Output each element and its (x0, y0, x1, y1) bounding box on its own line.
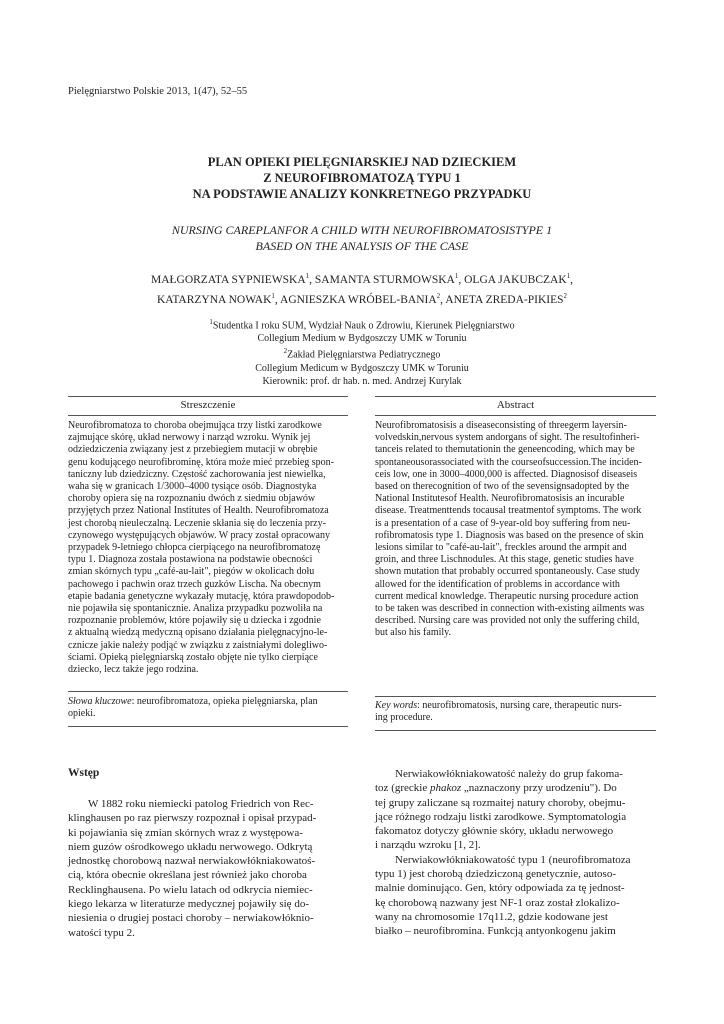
affiliation-line (60, 316, 664, 332)
title-english (60, 222, 664, 254)
divider (68, 396, 348, 397)
keywords-polish (68, 696, 348, 720)
affiliation-text: Zakład Pielęgniarstwa Pediatrycznego (287, 349, 441, 361)
author-affiliation-mark: 1 (454, 272, 459, 280)
keywords-text: : neurofibromatosis, nursing care, therapeutic nurs- (417, 700, 622, 711)
text-line: described. Nursing care was provided not only the suffering child, (375, 615, 640, 627)
affiliation-line: Collegium Medicum w Bydgoszczy UMK w Toruniu (255, 362, 469, 374)
divider (375, 415, 656, 416)
text-line: W 1882 roku niemiecki patolog Friedrich von Rec- (88, 798, 314, 810)
text-span: toz (greckie (375, 782, 430, 795)
affiliations (60, 316, 664, 388)
author-line: MAŁGORZATA SYPNIEWSKA$^1$, SAMANTA STURMOWSKA$^1$, OLGA JAKUBCZAK$^1$, (150, 272, 574, 286)
author-affiliation-mark: 2 (436, 291, 441, 300)
title-english-line: NURSING CAREPLANFOR A CHILD WITH NEUROFIBROMATOSISTYPE 1 (171, 223, 553, 237)
text-line: spontaneousorassociated with the courseofsuccession.The inciden- (375, 456, 642, 468)
text-line: białko – neurofibromina. Funkcją antyonkogenu jakim (375, 925, 616, 938)
keywords-text: : neurofibromatoza, opieka pielęgniarska, plan (131, 696, 318, 707)
keywords-line: opieki. (68, 708, 96, 720)
text-line: Nerwiakowłókniakowatość typu 1 (neurofibromatoza (395, 853, 631, 866)
keywords-line (375, 700, 656, 712)
author-line: KATARZYNA NOWAK$^1$, AGNIESZKA WRÓBEL-BANIA$^2$, ANETA ZREDA-PIKIES$^2$ (156, 291, 568, 306)
text-line: nie pojawiła się spontanicznie. Analiza przypadku pozwoliła na (68, 603, 323, 615)
text-line: National Institutesof Health. Neurofibromatosisis an incurable (375, 493, 625, 505)
text-line: based on therecognition of two of the sevensignsadopted by the (375, 481, 630, 493)
author-name: ANETA ZREDA-PIKIES (445, 293, 564, 306)
text-line: tej grupy zaliczane są rozmaitej natury choroby, obejmu- (375, 796, 626, 809)
section-heading-intro: Wstęp (68, 767, 100, 779)
text-line: disease. Treatmenttends tocausal treatmentof symptoms. The work (375, 505, 642, 517)
text-line: jednostkę chorobową nazwał nerwiakowłókniakowatoś- (68, 855, 316, 868)
text-line: Neurofibromatoza to choroba obejmująca trzy listki zarodkowe (68, 420, 322, 431)
text-line: typu 1) jest chorobą dziedziczoną genetycznie, autoso- (375, 868, 616, 881)
affiliation-text: Studentka I roku SUM, Wydział Nauk o Zdrowiu, Kierunek Pielęgniarstwo (212, 320, 515, 332)
text-line: cznicze jakie należy podjąć w związku z zaistniałymi dolegliwo- (68, 639, 328, 651)
text-line: genu kodującego neurofibrominę, która może mieć przebieg spon- (68, 456, 335, 468)
divider (68, 691, 348, 692)
text-line: allowed for the identification of problems in accordance with (375, 578, 620, 590)
text-line: przyjętych przez National Institutes of Health. Neurofibromatoza (68, 505, 329, 517)
author-affiliation-mark: 1 (271, 291, 275, 300)
text-line: dziecko, lecz także jego rodzina. (68, 664, 199, 676)
divider (375, 730, 656, 731)
text-line: jące różnego rodzaju listki zarodkowe. Symptomatologia (375, 810, 627, 823)
text-line: lesions similar to "café-au-lait", freckles around the armpit and (375, 542, 627, 554)
text-line: przypadek 9-letniego chłopca cierpiącego na neurofibromatozę (68, 542, 321, 554)
affiliation-line: Collegium Medium w Bydgoszczy UMK w Toruniu (257, 333, 467, 345)
author-affiliation-mark: 1 (305, 272, 310, 280)
text-line: rofibromatosis type 1. Diagnosis was based on the presence of skin (375, 529, 644, 541)
keywords-label: Key words (375, 700, 418, 711)
author-name: AGNIESZKA WRÓBEL-BANIA (280, 293, 437, 306)
keywords-line (68, 696, 348, 708)
text-line: niem guzów ośrodkowego układu nerwowego. Odkrytą (68, 840, 313, 853)
text-line: wany na chromosomie 17q11.2, gdzie kodowane jest (375, 910, 608, 923)
text-line: zmian skórnych typu „café-au-lait", piegów w okolicach dołu (68, 566, 315, 578)
journal-reference: Pielęgniarstwo Polskie 2013, 1(47), 52–55 (68, 86, 248, 97)
text-line: choroby opiera się na rozpoznaniu dwóch z siedmiu objawów (68, 493, 316, 505)
title-polish (60, 154, 664, 202)
text-line: ki pojawiania się zmian skórnych wraz z występowa- (68, 826, 303, 839)
text-line: cią, która obecnie określana jest również jako choroba (68, 869, 307, 882)
affiliation-line: Kierownik: prof. dr hab. n. med. Andrzej Kurylak (262, 375, 462, 387)
text-line: kiego lekarza w literaturze medycznej pojawiły się do- (68, 898, 309, 911)
text-line: etapie badania genetyczne wykazały mutację, która prawdopodob- (68, 590, 335, 602)
text-line: to be taken was described in connection with-existing ailments was (375, 603, 645, 615)
text-line: volvedskin,nervous system andorgans of sight. The resultofinheri- (375, 432, 640, 444)
text-line: odziedziczenia związany jest z przebiegiem mutacji w obrębie (68, 444, 318, 456)
keywords-label: Słowa kluczowe (68, 696, 132, 707)
text-line: current medical knowledge. Therapeutic nursing procedure action (375, 590, 639, 602)
title-english-line: BASED ON THE ANALYSIS OF THE CASE (255, 239, 469, 253)
text-line: typu 1. Diagnoza została postawiona na podstawie obecności (68, 554, 313, 566)
text-line: Neurofibromatosisis a diseaseconsisting of threegerm layersin- (375, 420, 627, 431)
text-line: ceis low, one in 3000–4000,000 is affected. Diagnosisof diseaseis (375, 468, 638, 480)
streszczenie-heading: Streszczenie (180, 399, 236, 411)
text-line: groin, and three Lischnodules. At this stage, genetic studies have (375, 554, 634, 566)
divider (68, 415, 348, 416)
text-line: Nerwiakowłókniakowatość należy do grup fakoma- (395, 768, 623, 780)
text-line: malnie dominująco. Gen, który odpowiada za tę jednost- (375, 882, 625, 895)
text-span: „naznaczony przy urodzeniu"). Do (461, 782, 617, 795)
text-line: klinghausen po raz pierwszy rozpoznał i opisał przypad- (68, 812, 317, 825)
text-line (375, 781, 656, 795)
text-line: kę chorobową nazwany jest NF-1 oraz został zlokalizo- (375, 896, 620, 909)
author-name: SAMANTA STURMOWSKA (314, 273, 455, 286)
text-line: ściami. Opieką pielęgniarską zostało objęte nie tylko cierpiące (68, 651, 318, 663)
text-line: but also his family. (375, 627, 452, 639)
author-name: OLGA JAKUBCZAK (464, 273, 567, 286)
text-line: pachowego i pachwin oraz trzech guzków Lischa. Na obecnym (68, 578, 321, 590)
affiliation-mark: 1 (209, 318, 213, 326)
affiliation-line (60, 345, 664, 361)
text-line: z aktualną wiedzą medyczną opisano działania pielęgnacyjno-le- (68, 627, 328, 639)
author-name: MAŁGORZATA SYPNIEWSKA (150, 273, 306, 286)
author-affiliation-mark: 2 (563, 291, 568, 300)
intro-paragraph (68, 797, 348, 940)
text-line: tanceis related to themutationin the geneencoding, which may be (375, 444, 635, 456)
body-right-column (375, 767, 656, 939)
text-line: Recklinghausena. Po wielu latach od odkrycia niemiec- (68, 883, 313, 896)
streszczenie-text (68, 420, 348, 676)
keywords-english (375, 700, 656, 724)
text-span-italic: phakoz (429, 782, 462, 795)
text-line: shown mutation that probably occurred spontaneously. Case study (375, 566, 640, 578)
text-line: niesienia o drugiej postaci choroby – nerwiakowłóknio- (68, 912, 314, 925)
author-affiliation-mark: 1 (566, 272, 571, 280)
text-line: waha się w granicach 1/3000–4000 tysiące osób. Diagnostyka (68, 481, 317, 493)
author-name: KATARZYNA NOWAK (156, 293, 272, 306)
text-line: is a presentation of a case of 9-year-old boy suffering from neu- (375, 517, 631, 529)
text-line: taniczny lub dziedziczny. Częstość zachorowania jest niewielka, (68, 468, 326, 480)
text-line: fakomatoz dotyczy głównie skóry, układu nerwowego (375, 825, 614, 838)
author-list (60, 268, 664, 308)
title-polish-line: NA PODSTAWIE ANALIZY KONKRETNEGO PRZYPADKU (192, 187, 532, 201)
text-line: watości typu 2. (68, 926, 135, 939)
divider (68, 726, 348, 727)
divider (375, 396, 656, 397)
keywords-line: ing procedure. (375, 712, 433, 724)
title-polish-line: PLAN OPIEKI PIELĘGNIARSKIEJ NAD DZIECKIEM (207, 155, 517, 169)
divider (375, 696, 656, 697)
title-polish-line: Z NEUROFIBROMATOZĄ TYPU 1 (263, 171, 461, 185)
text-line: i narządu wzroku [1, 2]. (375, 839, 481, 852)
text-line: czynowego występujących objawów. W pracy został opracowany (68, 529, 330, 541)
affiliation-mark: 2 (283, 347, 288, 356)
text-line: rozpoznanie problemów, które pojawiły się u dziecka i zgodnie (68, 615, 321, 627)
text-line: zajmujące skórę, układ nerwowy i narząd wzroku. Wynik jej (68, 432, 311, 444)
text-line: jest chorobą nieuleczalną. Leczenie skłania się do leczenia przy- (68, 517, 326, 529)
abstract-heading: Abstract (496, 399, 535, 411)
abstract-text (375, 420, 656, 640)
